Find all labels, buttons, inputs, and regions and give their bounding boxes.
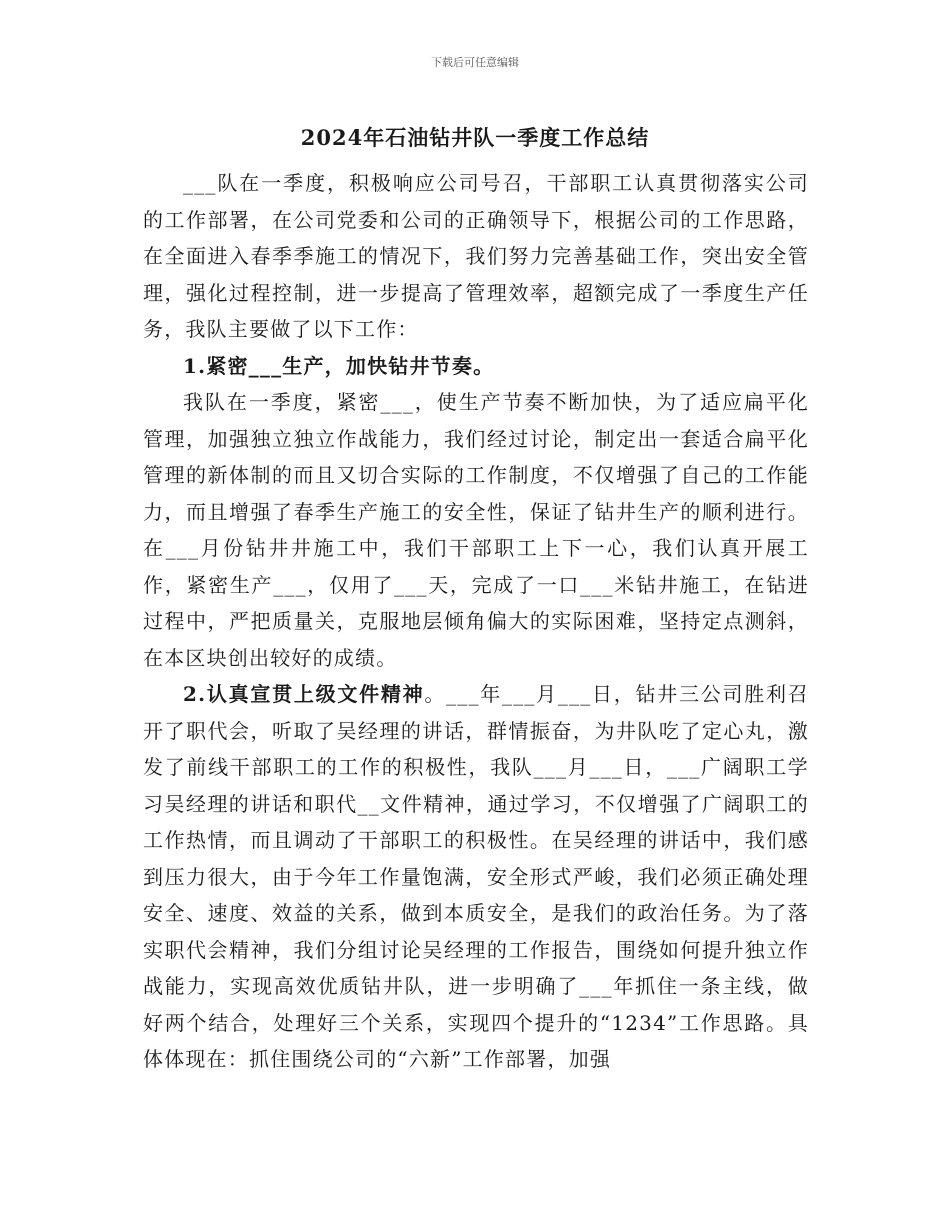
intro-paragraph: ___队在一季度，积极响应公司号召，干部职工认真贯彻落实公司的工作部署，在公司党委和公司的正确领导下，根据公司的工作思路，在全面进入春季季施工的情况下，我们努力完善基础工作，突出安全管理，强化过程控制，进一步提高了管理效率，超额完成了一季度生产任务，我队主要做了以下工作： [143,171,809,341]
section-2-paragraph [143,676,809,1078]
section-2-text: 。___年___月___日，钻井三公司胜利召开了职代会，听取了吴经理的讲话，群情振奋，为井队吃了定心丸，激发了前线干部职工的工作的积极性，我队___月___日，___广阔职工学习吴经理的讲话和职代__文件精神，通过学习，不仅增强了广阔职工的工作热情，而且调动了干部职工的积极性。在吴经理的讲话中，我们感到压力很大，由于今年工作量饱满，安全形式严峻，我们必须正确处理安全、速度、效益的关系，做到本质安全，是我们的政治任务。为了落实职代会精神，我们分组讨论吴经理的工作报告，围绕如何提升独立作战能力，实现高效优质钻井队，进一步明确了___年抓住一条主线，做好两个结合，处理好三个关系，实现四个提升的“1234”工作思路。具体体现在：抓住围绕公司的“六新”工作部署，加强 [143,682,810,1071]
section-2-heading: 2.认真宣贯上级文件精神 [183,682,425,706]
section-1-heading: 1.紧密___生产，加快钻井节奏。 [183,353,495,378]
document-body [143,165,809,1078]
document-title: 2024年石油钻井队一季度工作总结 [300,125,650,150]
page-header-note: 下载后可任意编辑 [431,56,519,69]
section-1-paragraph: 我队在一季度，紧密___，使生产节奏不断加快，为了适应扁平化管理，加强独立独立作战能力，我们经过讨论，制定出一套适合扁平化管理的新体制的而且又切合实际的工作制度，不仅增强了自己的工作能力，而且增强了春季生产施工的安全性，保证了钻井生产的顺利进行。在___月份钻井井施工中，我们干部职工上下一心，我们认真开展工作，紧密生产___，仅用了___天，完成了一口___米钻井施工，在钻进过程中，严把质量关，克服地层倾角偏大的实际困难，坚持定点测斜，在本区块创出较好的成绩。 [143,390,809,670]
